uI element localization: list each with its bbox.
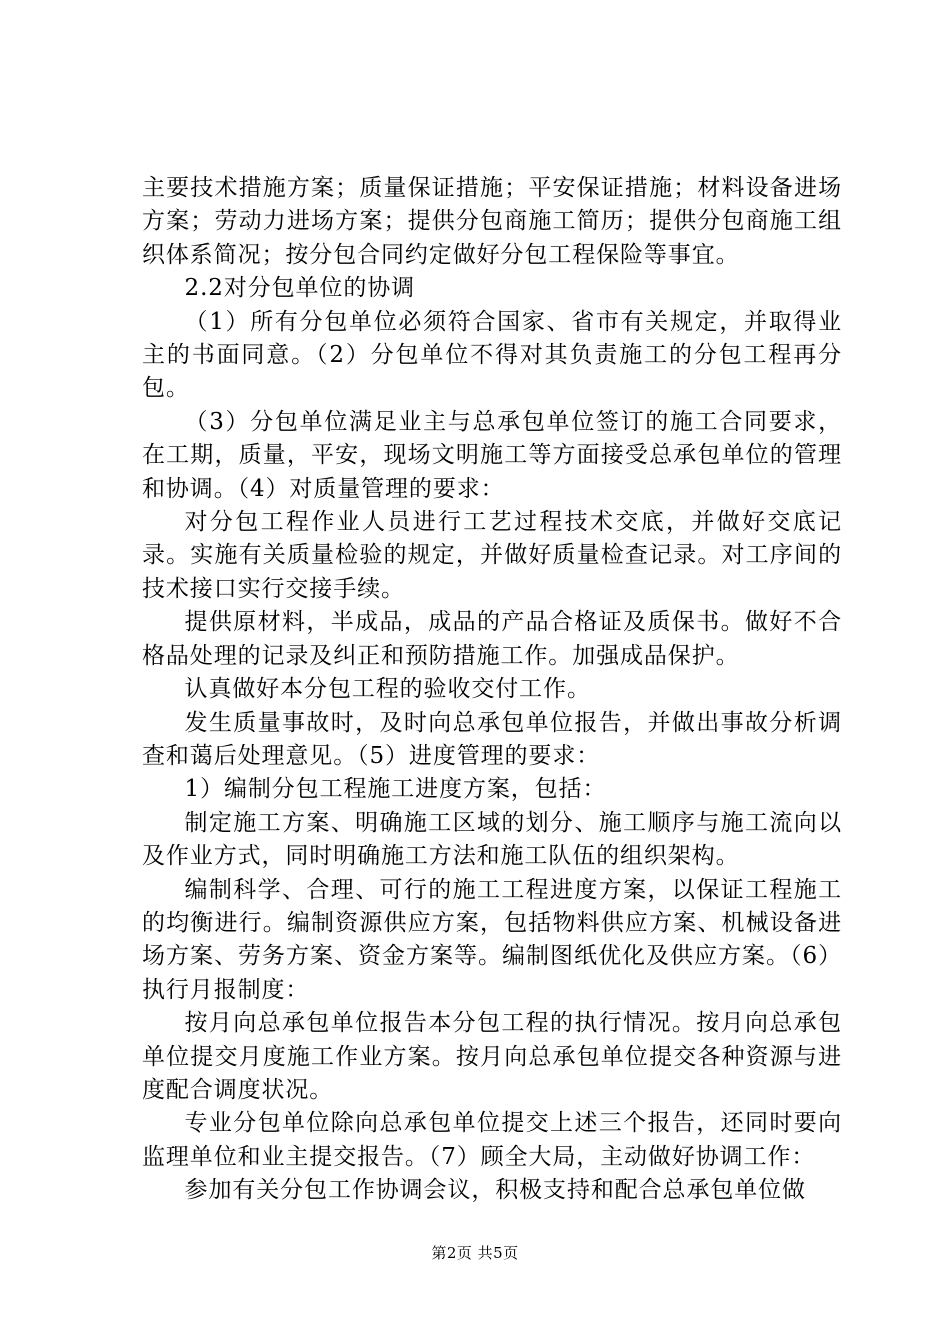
section-heading: 2.2对分包单位的协调 [184, 275, 416, 302]
paragraph: 认真做好本分包工程的验收交付工作。 [184, 676, 591, 703]
paragraph: 编制科学、合理、可行的施工工程进度方案，以保证工程施工的均衡进行。编制资源供应方案，包括物料供应方案、机械设备进场方案、劳务方案、资金方案等。编制图纸优化及供应方案。（6）执行月报制度： [142, 876, 842, 1003]
page-number-footer: 第2页 共5页 [431, 1244, 519, 1262]
document-body [142, 172, 842, 1208]
paragraph: 发生质量事故时，及时向总承包单位报告，并做出事故分析调查和蔼后处理意见。（5）进度管理的要求： [142, 709, 842, 769]
paragraph: （3）分包单位满足业主与总承包单位签订的施工合同要求，在工期，质量，平安，现场文明施工等方面接受总承包单位的管理和协调。（4）对质量管理的要求： [142, 408, 842, 502]
paragraph: 参加有关分包工作协调会议，积极支持和配合总承包单位做 [184, 1177, 806, 1204]
paragraph: 专业分包单位除向总承包单位提交上述三个报告，还同时要向监理单位和业主提交报告。（7）顾全大局，主动做好协调工作： [142, 1110, 842, 1170]
paragraph: 制定施工方案、明确施工区域的划分、施工顺序与施工流向以及作业方式，同时明确施工方法和施工队伍的组织架构。 [142, 809, 842, 870]
paragraph: 按月向总承包单位报告本分包工程的执行情况。按月向总承包单位提交月度施工作业方案。按月向总承包单位提交各种资源与进度配合调度状况。 [142, 1010, 842, 1103]
paragraph-continuation: 主要技术措施方案；质量保证措施；平安保证措施；材料设备进场方案；劳动力进场方案；提供分包商施工简历；提供分包商施工组织体系简况；按分包合同约定做好分包工程保险等事宜。 [142, 175, 842, 268]
paragraph: 提供原材料，半成品，成品的产品合格证及质保书。做好不合格品处理的记录及纠正和预防措施工作。加强成品保护。 [142, 609, 842, 669]
paragraph: 1）编制分包工程施工进度方案，包括： [184, 776, 607, 803]
paragraph: 对分包工程作业人员进行工艺过程技术交底，并做好交底记录。实施有关质量检验的规定，并做好质量检查记录。对工序间的技术接口实行交接手续。 [142, 509, 842, 602]
paragraph: （1）所有分包单位必须符合国家、省市有关规定，并取得业主的书面同意。（2）分包单位不得对其负责施工的分包工程再分包。 [142, 308, 842, 402]
